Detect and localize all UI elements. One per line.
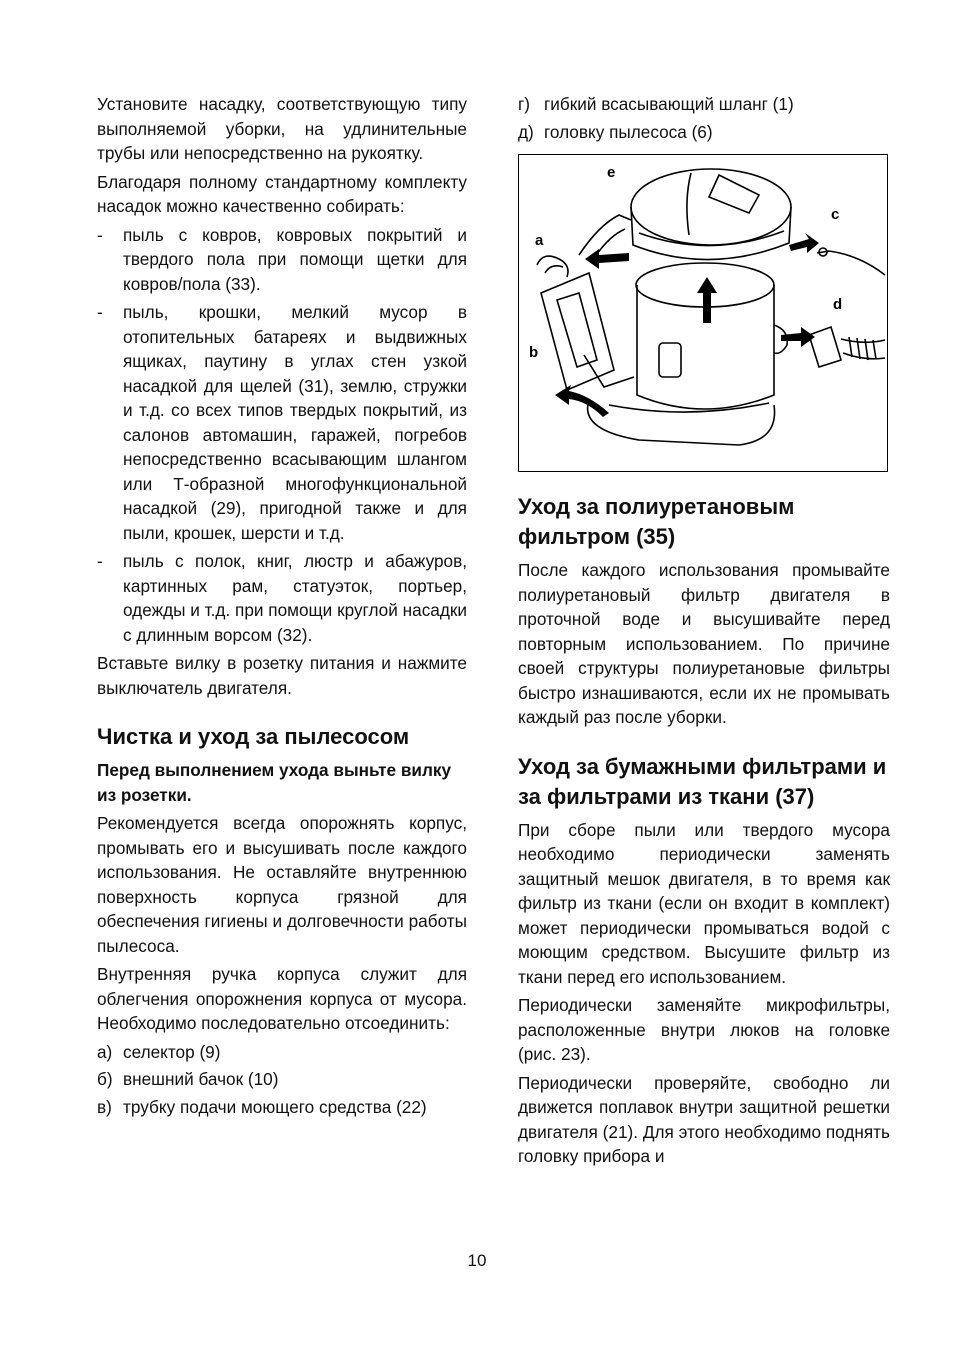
list-item: [518, 92, 890, 117]
step-text: внешний бачок (10): [123, 1069, 279, 1089]
step-marker: в): [97, 1096, 112, 1117]
step-text: головку пылесоса (6): [544, 121, 713, 142]
paragraph-empty-body: Рекомендуется всегда опорожнять корпус, промывать его и высушивать после каждого использования. Не оставляйте внутреннюю поверхность корпуса грязной для обеспечения гигиены и долговечности работы пылесоса.: [97, 813, 467, 956]
bullet-text: пыль с ковров, ковровых покрытий и твердого пола при помощи щетки для ковров/пола (33).: [123, 224, 467, 294]
paragraph-nozzle-set: Благодаря полному стандартному комплекту насадок можно качественно собирать:: [97, 171, 467, 216]
bullet-mark: -: [97, 551, 103, 571]
step-text: селектор (9): [123, 1041, 221, 1062]
list-item: [97, 1040, 467, 1065]
list-item: [97, 549, 467, 647]
list-item: [97, 1067, 467, 1092]
paragraph-install-nozzle: Установите насадку, соответствующую типу выполняемой уборки, на удлинительные трубы или непосредственно на рукоятку.: [97, 94, 467, 163]
figure-label-c: c: [831, 206, 840, 223]
list-item: [518, 120, 890, 145]
warning-unplug: Перед выполнением ухода выньте вилку из розетки.: [97, 760, 452, 805]
paragraph-plug-in: Вставьте вилку в розетку питания и нажмите выключатель двигателя.: [97, 653, 467, 698]
step-marker: г): [518, 94, 530, 114]
heading-paper-filters: Уход за бумажными фильтрами и за фильтрами из ткани (37): [518, 753, 887, 809]
vacuum-illustration: [519, 155, 886, 470]
heading-foam-filter: Уход за полиуретановым фильтром (35): [518, 494, 795, 549]
step-marker: б): [97, 1069, 113, 1089]
list-item: [97, 1095, 467, 1120]
step-marker: д): [518, 121, 534, 142]
paragraph-paper-filter-2: Периодически заменяйте микрофильтры, расположенные внутри люков на головке (рис. 23).: [518, 995, 890, 1064]
step-marker: а): [97, 1041, 113, 1062]
paragraph-foam-filter: После каждого использования промывайте полиуретановый фильтр двигателя в проточной воде и высушивайте перед повторным использованием. По причине своей структуры полиуретановые фильтры быстро изнашиваются, если их не промывать каждый раз после уборки.: [518, 560, 890, 727]
vacuum-disassembly-figure: [518, 154, 888, 472]
right-column: [518, 92, 890, 1173]
figure-label-e: e: [607, 164, 616, 181]
heading-cleaning: Чистка и уход за пылесосом: [97, 724, 410, 749]
bullet-mark: -: [97, 224, 103, 245]
step-text: трубку подачи моющего средства (22): [123, 1096, 427, 1117]
figure-label-d: d: [833, 296, 843, 313]
page-number: 10: [467, 1251, 487, 1270]
paragraph-paper-filter-1: При сборе пыли или твердого мусора необходимо периодически заменять защитный мешок двигателя, в то время как фильтр из ткани (если он входит в комплект) может периодически промываться водой с моющим средством. Высушите фильтр из ткани перед его использованием.: [518, 819, 890, 987]
step-text: гибкий всасывающий шланг (1): [544, 94, 794, 114]
list-item: [97, 300, 467, 545]
figure-label-a: a: [535, 232, 544, 249]
bullet-text: пыль, крошки, мелкий мусор в отопительных батареях и выдвижных ящиках, паутину в углах стен узкой насадкой для щелей (31), землю, стружки и т.д. со всех типов твердых покрытий, из салонов автомашин, гаражей, погребов непосредственно всасывающим шлангом или Т-образной многофункциональной насадкой (29), пригодной также и для пыли, крошек, шерсти и т.д.: [123, 302, 467, 543]
paragraph-paper-filter-3: Периодически проверяйте, свободно ли движется поплавок внутри защитной решетки двигателя (21). Для этого необходимо поднять головку прибора и: [518, 1072, 890, 1166]
left-column: [97, 92, 467, 1122]
list-item: [97, 223, 467, 297]
bullet-text: пыль с полок, книг, люстр и абажуров, картинных рам, статуэток, портьер, одежды и т.д. при помощи круглой насадки с длинным ворсом (32).: [123, 551, 467, 645]
bullet-mark: -: [97, 302, 103, 322]
paragraph-inner-handle: Внутренняя ручка корпуса служит для облегчения опорожнения корпуса от мусора. Необходимо последовательно отсоединить:: [97, 964, 467, 1033]
figure-label-b: b: [529, 344, 539, 361]
